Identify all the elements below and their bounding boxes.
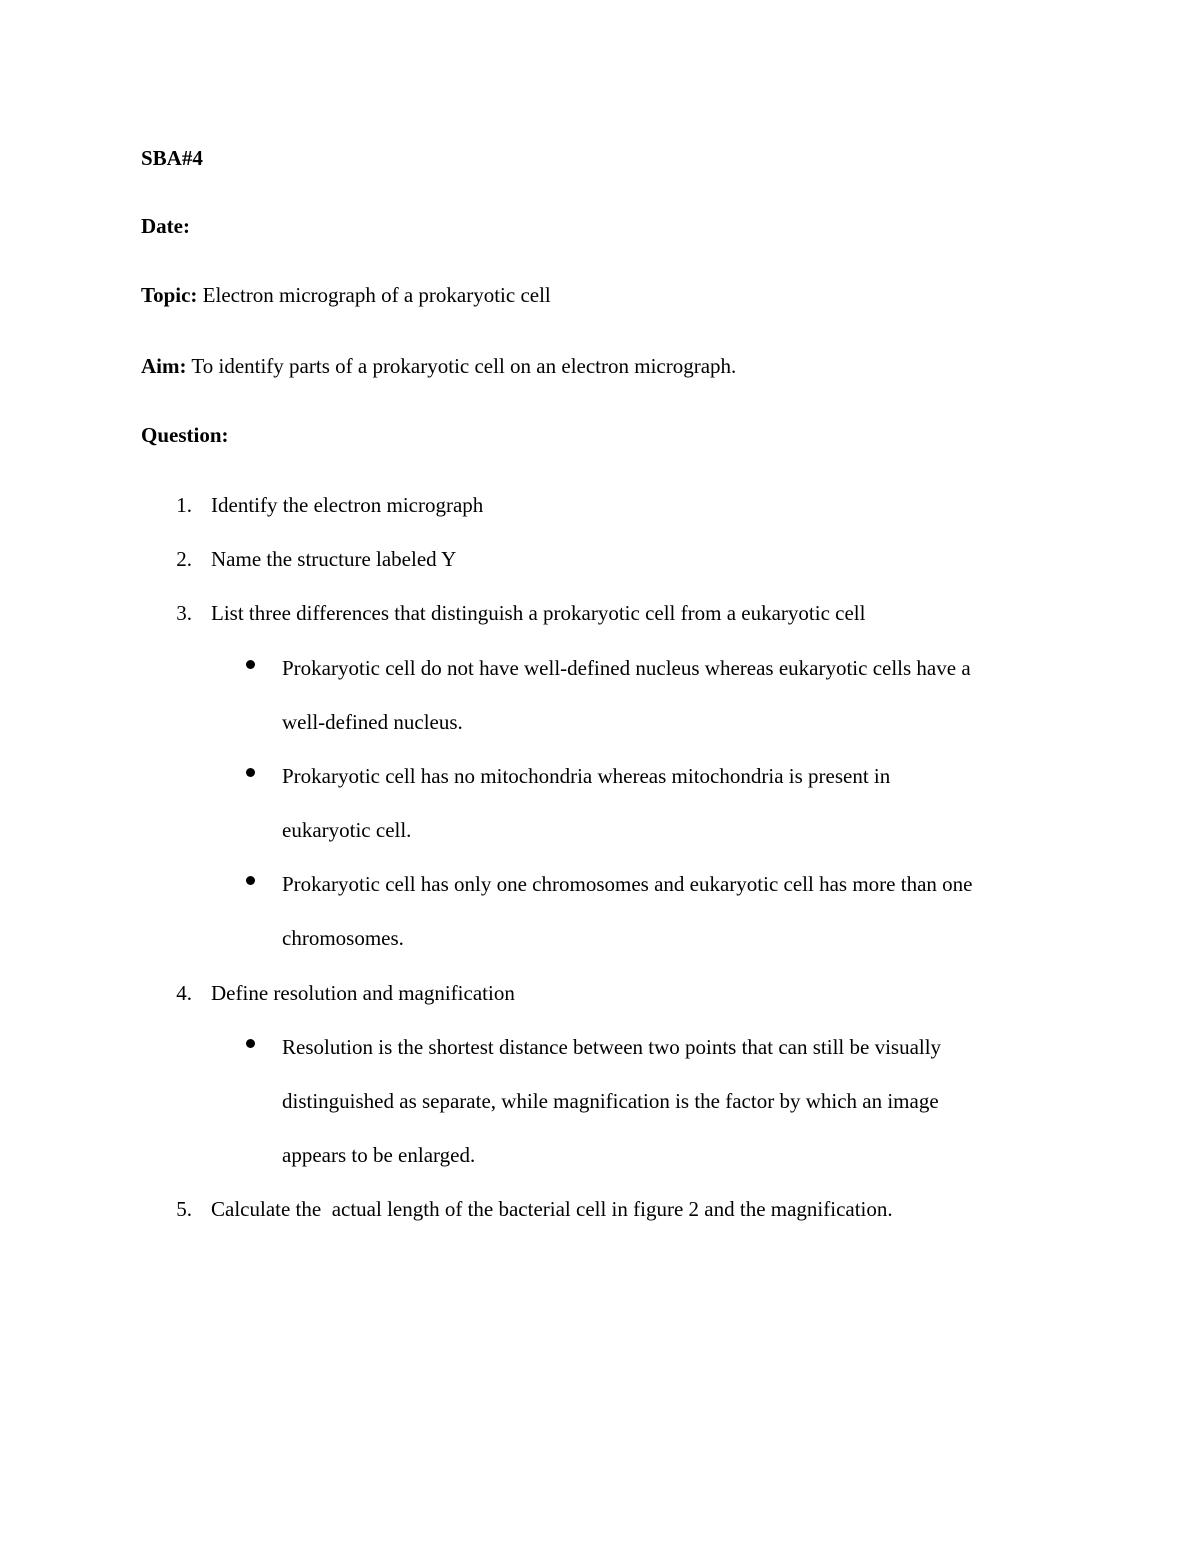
question-text: List three differences that distinguish a prokaryotic cell from a eukaryotic cell	[211, 601, 866, 625]
question-number: 1.	[176, 493, 192, 517]
answer-line: eukaryotic cell.	[282, 818, 412, 842]
answer-line: appears to be enlarged.	[282, 1143, 476, 1167]
question-text: Identify the electron micrograph	[211, 493, 484, 517]
answer-line: Resolution is the shortest distance between two points that can still be visually	[282, 1035, 942, 1059]
question-label: Question:	[141, 423, 229, 447]
aim-label: Aim:	[141, 354, 187, 378]
question-text: Define resolution and magnification	[211, 981, 515, 1005]
topic-value: Electron micrograph of a prokaryotic cell	[202, 283, 551, 307]
answer-line: Prokaryotic cell has only one chromosomes and eukaryotic cell has more than one	[282, 872, 973, 896]
question-number: 5.	[176, 1197, 192, 1221]
topic-line	[141, 281, 551, 309]
answer-line: Prokaryotic cell do not have well-defined nucleus whereas eukaryotic cells have a	[282, 656, 971, 680]
bullet-icon	[246, 876, 255, 885]
answer-line: distinguished as separate, while magnification is the factor by which an image	[282, 1089, 939, 1113]
question-number: 3.	[176, 601, 192, 625]
question-text: Calculate the actual length of the bacterial cell in figure 2 and the magnification.	[211, 1197, 893, 1221]
date-label: Date:	[141, 214, 190, 238]
topic-label: Topic:	[141, 283, 198, 307]
question-number: 2.	[176, 547, 192, 571]
aim-value: To identify parts of a prokaryotic cell on an electron micrograph.	[191, 354, 737, 378]
question-number: 4.	[176, 981, 192, 1005]
bullet-icon	[246, 660, 255, 669]
bullet-icon	[246, 768, 255, 777]
aim-line	[141, 352, 736, 380]
answer-line: Prokaryotic cell has no mitochondria whereas mitochondria is present in	[282, 764, 891, 788]
answer-line: well-defined nucleus.	[282, 710, 463, 734]
answer-line: chromosomes.	[282, 926, 404, 950]
document-title: SBA#4	[141, 146, 203, 170]
question-text: Name the structure labeled Y	[211, 547, 457, 571]
bullet-icon	[246, 1039, 255, 1048]
